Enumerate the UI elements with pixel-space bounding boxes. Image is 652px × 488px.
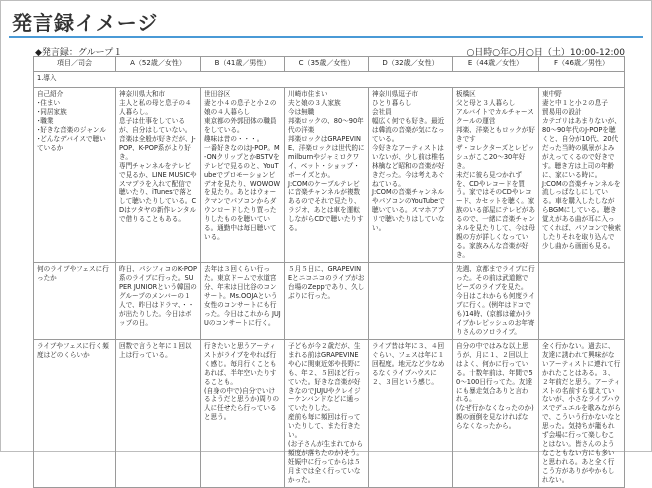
response-cell-f: 東中野 妻と中１と小２の息子 貿易用の設計 カテゴリはあまりないが、80〜90年代のJ-POPを聴くと、自分が10代、20代だった当時の風景がよみがえってくるので好きです。聴き方は上司の年齢に、家にいる時に。 J:COMの音楽チャンネルを流しっぱなしにしている。車を購入したしながらBGMにしている。聴き覚えがある曲が耳に入ってくれば、パソコンで検索したりそれを取り込んで少し曲から画面も見る。 (539, 88, 625, 263)
response-cell-c: ５月５日に、GRAPEVINEとニコニコのライブがお台場のZeppであり、久しぶりに行った。 (285, 263, 369, 340)
section-row (34, 72, 625, 88)
header-cell-topic: 項目／司会 (34, 57, 116, 72)
table-row (34, 339, 625, 487)
response-cell-f: 全く行かない。過去に、友達に誘われて興味がないアーティストに連れて行かれたことはある。３、２年前だと思う。アーティストの名前すら覚えていないが、小さなライブハウスでデュエルを歌みながらで、こういう行かないなと思った。気持ちが籠もれず会場に行って楽しむことはない。皆さんのようなこともない方にも多いと思われる。あと全く行こう方がありがやかもしれない。 (539, 339, 625, 487)
response-cell-e: 板橋区 父と母と３人暮らし アルバイトでカルチャースクールの運営 邦楽、洋楽ともロックが好きです ザ・コレクターズとレピッシュがここ20〜30年好き。 未だに彼ら見つかれずを、CDやレコードを買う。家ではそのCDやレコード、カセットを聴く。家族のいる部屋にテレビがあるので、一緒に音楽チャンネルを見たりして、今は母親の方が詳しくなっている。家族みんな音楽が好き。 (453, 88, 539, 263)
response-cell-c: 川崎市住まい 夫と娘の３人家族 今は無職 邦楽ロックの、80〜90年代の洋楽 邦楽ロックはGRAPEVINE、洋楽ロックは世代的にmilburnやジャミロクワイ、ベット・ショップ・ボーイズとか。 J:COMのケーブルテレビに音楽チャンネルが複数あるのでそれで見たり、ラジオ、あとは車を運転しながらCDで聴いたりする。 (285, 88, 369, 263)
table-row (34, 263, 625, 340)
session-datetime: ○日時○年○月○日（土）10:00-12:00 (466, 48, 625, 58)
header-row (34, 57, 625, 72)
response-cell-b: 行きたいと思うアーティストがライブをやれば行く感じ。毎月行くこともあれば、半年空いたりすることも。 (自身の中で)自分でいけるようだと思うか)周りの人に任せたら行っていると思う。 (201, 339, 285, 487)
header-cell-e: E（44歳／女性） (453, 57, 539, 72)
response-cell-d: 神奈川県逗子市 ひとり暮らし 会社員 幅広く何でも好き。最近は韓流の音楽が気になっている。 今好きなアーティストはいないが、少し前は椎名林檎など昭和の音楽が好きだった。今は考えあぐねている。 J:COMの音楽チャンネルやパソコンのYouTubeで聴いている。スマホアプリで聴いたりはしていない。 (369, 88, 453, 263)
topic-cell: 自己紹介 ･住まい ･同居家族 ･職業 ･好きな音楽のジャンル ･どんなデバイスで聴いているか (34, 88, 116, 263)
header-cell-a: A（52歳／女性） (116, 57, 201, 72)
response-cell-c: 子どもが今２歳だが、生まれる前はGRAPEVINEや心に関東近郊や長野にも、年２、５回ほど行っていた。好きな音楽が好きなのでJUJUやクレイジーケンバンドなどに通っていたりした。 産前も毎に頻回は行っていたりして、また行きたい。 (お子さんが生まれてから頻度が落ちたのか)そう。妊娠中に行ってからは５月までは全く行っていなかった。 (285, 339, 369, 487)
group-label: ◆発言録：グループ１ (35, 48, 123, 58)
response-cell-b: 去年は３回くらい行った。東京ドームで水道宮分、年末は日比谷のコンサート。Ms.OOJAという女性のコンサートにも行った。今日はこれから JUJUのコンサートに行く。 (201, 263, 285, 340)
response-cell-d (369, 263, 453, 340)
title-underline (9, 36, 643, 38)
header-cell-f: F（46歳／男性） (539, 57, 625, 72)
section-label: 1.導入 (34, 72, 625, 88)
header-cell-c: C（35歳／女性） (285, 57, 369, 72)
page-title: 発言録イメージ (12, 11, 159, 35)
header-cell-b: B（41歳／男性） (201, 57, 285, 72)
response-cell-a: 昨日、パシフィコのK-POP系のライブに行った。SUPER JUNIORという韓国のグループのメンバーの１人で、昨日はドラマ、・・が出たりした。今日はボップの日。 (116, 263, 201, 340)
header-cell-d: D（32歳／女性） (369, 57, 453, 72)
transcript-table (33, 56, 625, 488)
response-cell-a: 神奈川県大和市 主人と私の母と息子の４人暮らし。 息子は仕事をしているが、自分はしていない。 音楽は全般が好きだが、J-POP、K-POP系がより好き。 専門チャンネルをテレビで見るか、LINE MUSICやスマプラを入れて配信で聴いたり、iTunesで落として聴いたりしている。CDはツタヤの新作レンタルで借りることもある。 (116, 88, 201, 263)
response-cell-b: 世田谷区 妻と小４の息子と小２の娘の４人暮らし 東京都の外郭団体の職員をしている。 趣味は昔の・・・。 一番好きなのはJ-POP。M-ONクリップとかBSTVをテレビで見るのと、YouTubeでプロモーションビデオを見たり、WOWOWを見たり。あとはウォークマンでパソコンからダウンロードしたり買ったりしたものを聴いている。通勤中は毎日聴いている。 (201, 88, 285, 263)
response-cell-e: 自分の中ではみな以上思うが、月に１、２回以上はよく、何かに行っている。十数年前は、年間で50〜100日行ってた。友達にも暴走気合ありと言われる。 (なぜ行かなくなったのか)親の面倒を見なければならなくなったから。 (453, 339, 539, 487)
table-row (34, 88, 625, 263)
topic-cell: 何のライブやフェスに行ったか (34, 263, 116, 340)
response-cell-d: ライブ昔は年に３、４回ぐらい、フェスは年に１回程度。地元など少なめるなくライブハウスに２、３回という感じ。 (369, 339, 453, 487)
response-cell-a: 回数で言うと年に１回以上は行っている。 (116, 339, 201, 487)
response-cell-e: 先週、京都までライブに行った。その前は武道館でビーズのライブを見た。 今日はこれからも何度ライブに行く。(例年はドコでも)14時、(京都は確か)ライブかレピッシュのお年寄りさんのソロライブ。 (453, 263, 539, 340)
response-cell-f (539, 263, 625, 340)
topic-cell: ライブやフェスに行く頻度はどのくらいか (34, 339, 116, 487)
